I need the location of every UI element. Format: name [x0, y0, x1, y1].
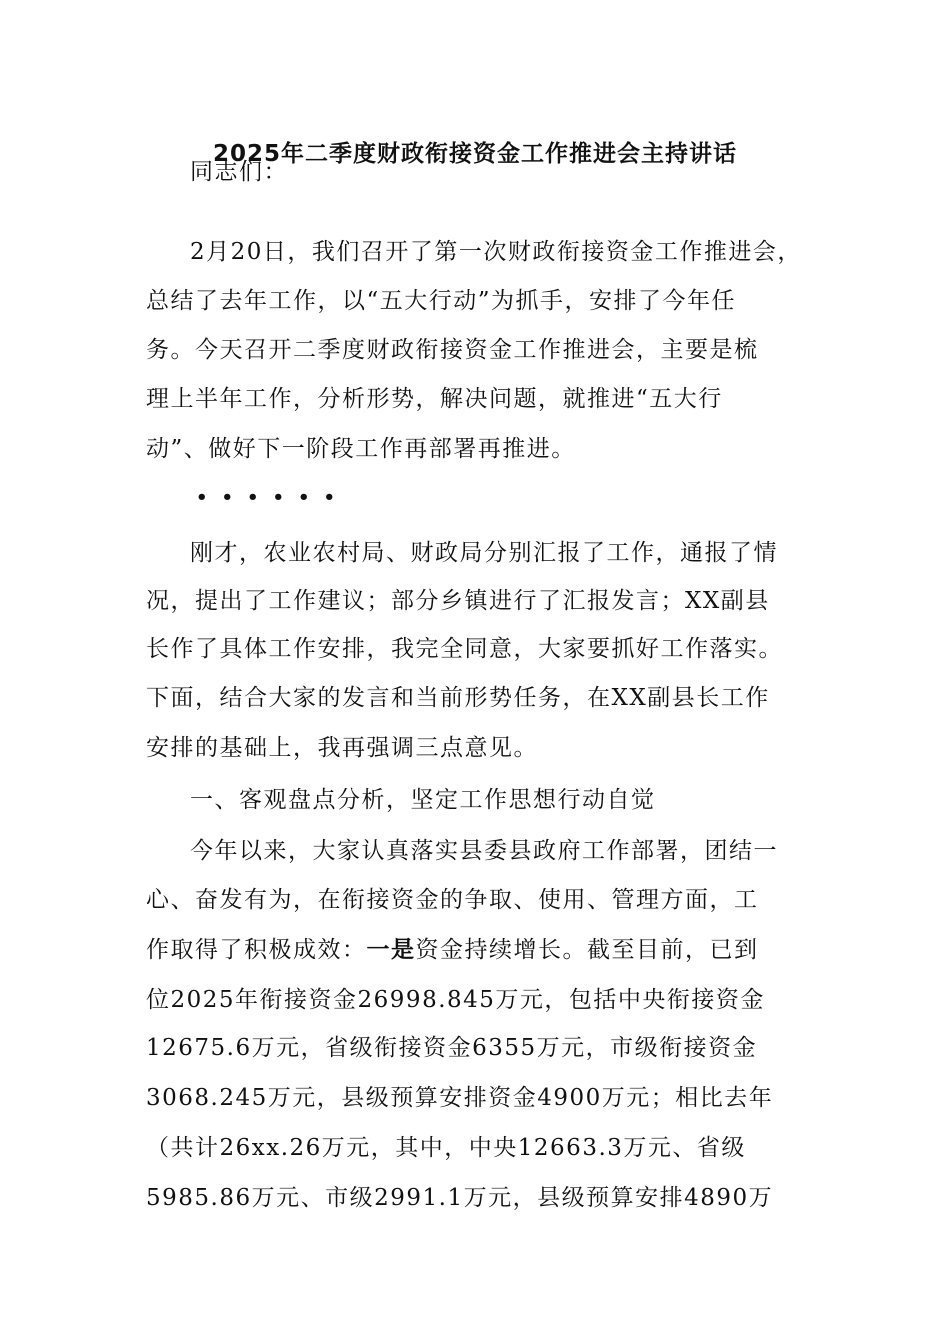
paragraph-line: 位2025年衔接资金26998.845万元，包括中央衔接资金 — [146, 987, 765, 1013]
paragraph-line: 3068.245万元，县级预算安排资金4900万元；相比去年 — [146, 1085, 774, 1111]
ellipsis-dots: •••••• — [196, 487, 350, 508]
document-title: 2025年二季度财政衔接资金工作推进会主持讲话 — [212, 141, 737, 167]
text-run: 作取得了积极成效： — [146, 937, 367, 963]
paragraph-line: 长作了具体工作安排，我完全同意，大家要抓好工作落实。 — [146, 636, 783, 662]
paragraph-line: 今年以来，大家认真落实县委县政府工作部署，团结一 — [190, 838, 778, 864]
paragraph-line — [146, 935, 759, 965]
paragraph-line: 况，提出了工作建议；部分乡镇进行了汇报发言；XX副县 — [146, 588, 770, 614]
paragraph-line: 刚才，农业农村局、财政局分别汇报了工作，通报了情 — [190, 540, 778, 566]
section-heading: 一、客观盘点分析，坚定工作思想行动自觉 — [190, 787, 656, 813]
paragraph-line: 心、奋发有为，在衔接资金的争取、使用、管理方面，工 — [146, 887, 759, 913]
paragraph-line: 安排的基础上，我再强调三点意见。 — [146, 735, 538, 761]
paragraph-line: 下面，结合大家的发言和当前形势任务，在XX副县长工作 — [146, 685, 770, 711]
paragraph-line: 5985.86万元、市级2991.1万元，县级预算安排4890万 — [146, 1185, 774, 1211]
paragraph-line: 2月20日，我们召开了第一次财政衔接资金工作推进会， — [190, 239, 802, 265]
paragraph-line: 务。今天召开二季度财政衔接资金工作推进会，主要是梳 — [146, 337, 759, 363]
text-run: 资金持续增长。截至目前，已到 — [415, 937, 759, 963]
paragraph-line: （共计26xx.26万元，其中，中央12663.3万元、省级 — [146, 1135, 746, 1161]
paragraph-line: 理上半年工作，分析形势，解决问题，就推进“五大行 — [146, 386, 723, 412]
paragraph-line: 动”、做好下一阶段工作再部署再推进。 — [146, 436, 576, 462]
emphasis-text: 一是 — [366, 936, 416, 963]
paragraph-line: 总结了去年工作，以“五大行动”为抓手，安排了今年任 — [146, 288, 737, 314]
salutation: 同志们： — [190, 159, 288, 185]
paragraph-line: 12675.6万元，省级衔接资金6355万元，市级衔接资金 — [146, 1035, 758, 1061]
